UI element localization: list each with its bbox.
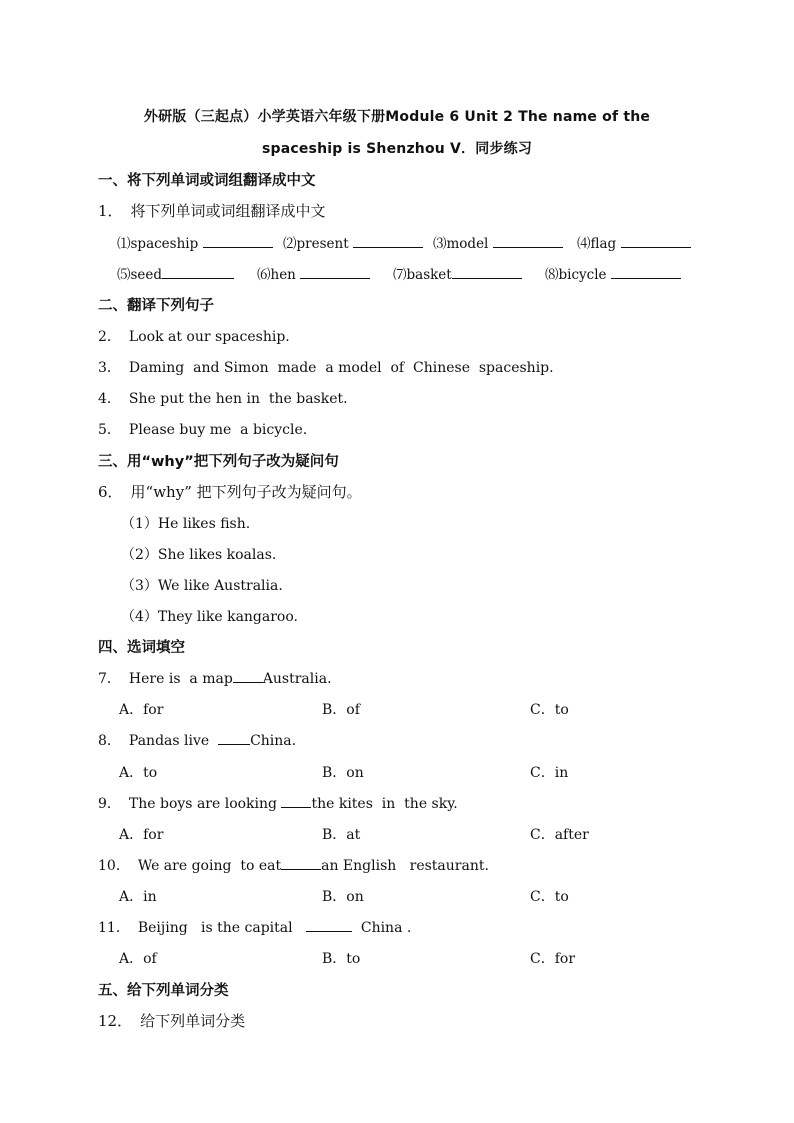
question-6-item-3: （3）We like Australia. [121,578,283,594]
question-text-post: the kites in the sky. [311,796,458,812]
vocab-label: ⑻bicycle [545,267,607,283]
question-3 [98,357,554,377]
answer-blank[interactable] [353,235,423,248]
option-b[interactable]: B．on [322,889,364,905]
question-text: Please buy me a bicycle. [128,422,308,438]
question-text-pre: The boys are looking [128,796,282,812]
option-c[interactable]: C．after [530,827,589,843]
question-text: She put the hen in the basket. [128,391,348,407]
option-a[interactable]: A．of [119,951,157,967]
question-number: 12． [98,1012,133,1030]
vocab-label: ⑹hen [257,267,296,283]
option-b[interactable]: B．to [322,951,361,967]
fill-blank[interactable] [233,670,263,683]
option-c[interactable]: C．to [530,889,569,905]
question-6-item-2: （2）She likes koalas. [121,547,277,563]
vocab-item-hen [257,263,370,283]
question-4 [98,388,348,408]
question-number: 1． [98,202,123,220]
option-c[interactable]: C．to [530,702,569,718]
fill-blank[interactable] [306,919,352,932]
vocab-item-present [283,232,423,252]
vocab-label: ⑶model [433,236,489,252]
section-1-heading: 一、将下列单词或词组翻译成中文 [98,173,316,189]
fill-blank[interactable] [218,732,250,745]
question-number: 5． [98,422,121,438]
answer-blank[interactable] [300,266,370,279]
question-text-post: an English restaurant. [321,858,489,874]
question-text: 将下列单词或词组翻译成中文 [130,202,326,220]
question-text: Daming and Simon made a model of Chinese spaceship. [128,360,554,376]
question-number: 7． [98,671,121,687]
vocab-label: ⑷flag [577,236,617,252]
question-1 [98,200,326,221]
answer-blank[interactable] [493,235,563,248]
question-9 [98,793,458,813]
question-number: 10． [98,858,130,874]
section-4-heading: 四、选词填空 [98,640,185,656]
question-number: 8． [98,733,121,749]
vocab-item-spaceship [117,232,273,252]
option-a[interactable]: A．for [119,827,164,843]
fill-blank[interactable] [281,795,311,808]
vocab-item-flag [577,232,691,252]
worksheet-title-line1: 外研版（三起点）小学英语六年级下册Module 6 Unit 2 The name of the [143,109,651,125]
question-number: 6． [98,483,123,501]
question-11 [98,917,411,937]
question-number: 11． [98,920,130,936]
section-5-heading: 五、给下列单词分类 [98,983,229,999]
question-6-item-4: （4）They like kangaroo. [121,609,298,625]
option-a[interactable]: A．to [119,765,158,781]
question-5 [98,419,307,439]
answer-blank[interactable] [621,235,691,248]
question-text-post: China . [351,920,412,936]
question-number: 2． [98,329,121,345]
question-text-pre: Pandas live [128,733,219,749]
question-text-post: China. [250,733,297,749]
question-12 [98,1010,245,1031]
question-10 [98,855,489,875]
option-a[interactable]: A．in [119,889,157,905]
option-b[interactable]: B．on [322,765,364,781]
question-text: 给下列单词分类 [140,1012,246,1030]
vocab-label: ⑺basket [393,267,452,283]
question-2 [98,326,290,346]
vocab-label: ⑵present [283,236,349,252]
vocab-label: ⑴spaceship [117,236,199,252]
question-6 [98,481,362,502]
question-text: Look at our spaceship. [128,329,290,345]
question-6-item-1: （1）He likes fish. [121,516,251,532]
option-b[interactable]: B．at [322,827,361,843]
question-text-pre: Here is a map [128,671,233,687]
worksheet-title-line2: spaceship is Shenzhou V．同步练习 [261,141,533,157]
section-3-heading: 三、用“why”把下列句子改为疑问句 [98,454,339,470]
question-number: 3． [98,360,121,376]
option-b[interactable]: B．of [322,702,360,718]
vocab-item-seed [117,263,234,283]
answer-blank[interactable] [162,266,234,279]
vocab-item-model [433,232,563,252]
answer-blank[interactable] [611,266,681,279]
answer-blank[interactable] [203,235,273,248]
option-c[interactable]: C．in [530,765,569,781]
question-text-pre: We are going to eat [137,858,282,874]
question-text-pre: Beijing is the capital [137,920,306,936]
option-c[interactable]: C．for [530,951,576,967]
vocab-item-basket [393,263,522,283]
vocab-label: ⑸seed [117,267,163,283]
question-text: 用“why” 把下列句子改为疑问句。 [130,483,362,501]
fill-blank[interactable] [281,857,321,870]
option-a[interactable]: A．for [119,702,164,718]
question-number: 9． [98,796,121,812]
question-number: 4． [98,391,121,407]
vocab-item-bicycle [545,263,681,283]
question-7 [98,668,332,688]
question-8 [98,730,296,750]
answer-blank[interactable] [452,266,522,279]
question-text-post: Australia. [262,671,332,687]
section-2-heading: 二、翻译下列句子 [98,298,214,314]
